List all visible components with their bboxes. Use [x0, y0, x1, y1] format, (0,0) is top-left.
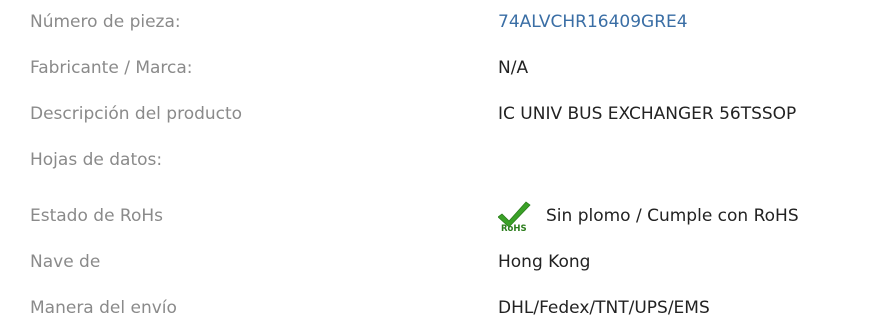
- manufacturer-value: N/A: [498, 58, 529, 78]
- rohs-value: Sin plomo / Cumple con RoHS: [546, 206, 799, 226]
- spec-row-shipping: [0, 286, 891, 330]
- rohs-check-icon: [498, 200, 542, 232]
- description-value: IC UNIV BUS EXCHANGER 56TSSOP: [498, 104, 797, 124]
- rohs-label: Estado de RoHs: [30, 206, 164, 226]
- manufacturer-label: Fabricante / Marca:: [30, 58, 193, 78]
- datasheets-label: Hojas de datos:: [30, 150, 163, 170]
- spec-row-ship-from: [0, 240, 891, 284]
- shipping-label: Manera del envío: [30, 298, 177, 318]
- spec-row-description: [0, 92, 891, 136]
- rohs-icon-text: RoHS: [501, 224, 527, 232]
- rohs-status: [498, 194, 799, 238]
- spec-row-rohs: [0, 194, 891, 238]
- spec-row-datasheets: [0, 138, 891, 182]
- description-label: Descripción del producto: [30, 104, 243, 124]
- ship-from-value: Hong Kong: [498, 252, 591, 272]
- spec-row-part-number: [0, 0, 891, 44]
- part-number-link[interactable]: 74ALVCHR16409GRE4: [498, 12, 688, 32]
- ship-from-label: Nave de: [30, 252, 101, 272]
- spec-row-manufacturer: [0, 46, 891, 90]
- shipping-value: DHL/Fedex/TNT/UPS/EMS: [498, 298, 710, 318]
- part-number-label: Número de pieza:: [30, 12, 181, 32]
